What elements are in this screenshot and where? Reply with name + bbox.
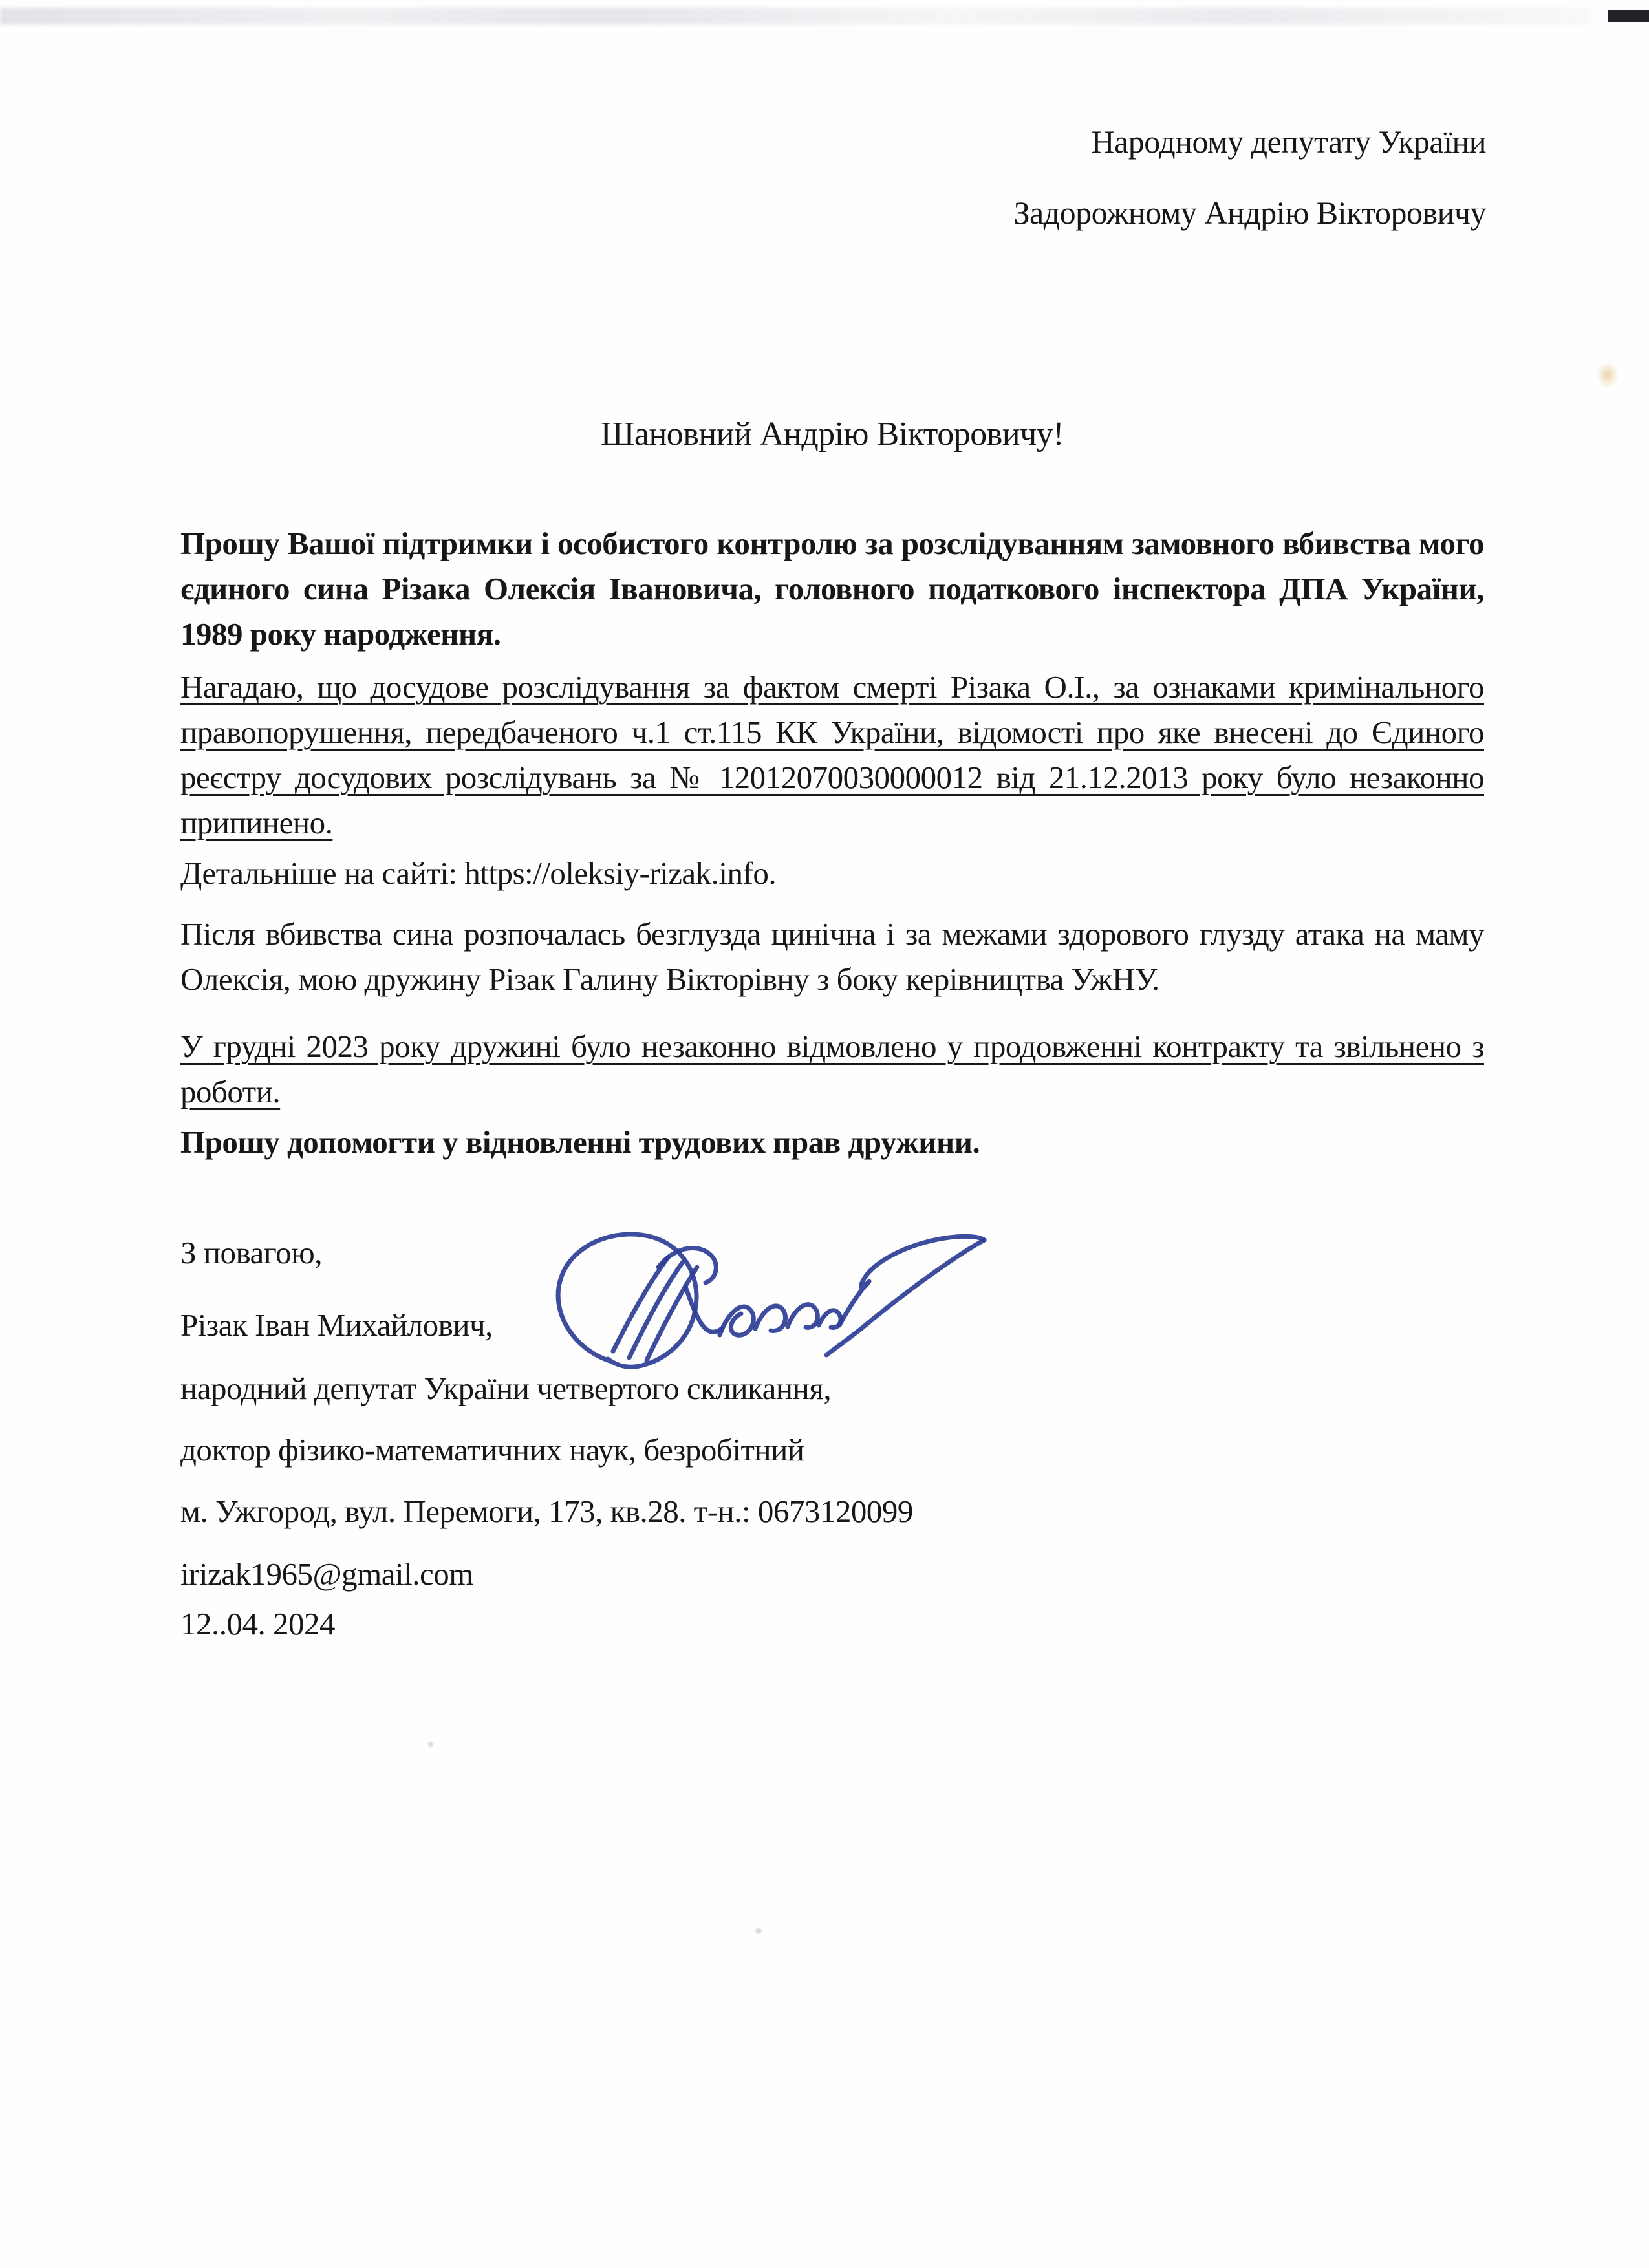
paragraph-case-reminder: Нагадаю, що досудове розслідування за фактом смерті Різака О.І., за ознаками кримінального правопорушення, передбаченого ч.1 ст.115 КК України, відомості про яке внесені до Єдиного реєстру досудових розслідувань за № 12012070030000012 від 21.12.2013 року було незаконно припинено. [180, 669, 1484, 840]
paragraph-attack-on-wife: Після вбивства сина розпочалась безглузда цинічна і за межами здорового глузду атака на маму Олексія, мою дружину Різак Галину Вікторівну з боку керівництва УжНУ. [180, 916, 1484, 997]
scan-smudge-band [0, 8, 1591, 25]
paragraph-contract-termination: У грудні 2023 року дружині було незаконно відмовлено у продовженні контракту та звільнено з роботи. [180, 1029, 1484, 1109]
scan-dust-speck [428, 1742, 433, 1747]
recipient-block [1013, 124, 1486, 230]
sender-email: irizak1965@gmail.com [180, 1556, 473, 1592]
letter-date: 12..04. 2024 [180, 1606, 335, 1642]
sender-role: народний депутат України четвертого скликання, [180, 1371, 832, 1406]
scan-stain-speck [1592, 357, 1623, 393]
sender-address-phone: м. Ужгород, вул. Перемоги, 173, кв.28. т-н.: 0673120099 [180, 1493, 913, 1529]
sender-name: Різак Іван Михайлович, [180, 1307, 493, 1343]
scan-dust-speck [755, 1928, 762, 1934]
scanner-black-bar-artifact [1608, 10, 1649, 22]
paragraph-help-request: Прошу допомогти у відновленні трудових прав дружини. [180, 1124, 980, 1160]
recipient-line-1: Народному депутату України [1091, 123, 1486, 160]
paragraph-support-request: Прошу Вашої підтримки і особистого контролю за розслідуванням замовного вбивства мого єдиного сина Різака Олексія Івановича, головного податкового інспектора ДПА України, 1989 року народження. [180, 526, 1484, 652]
website-reference-line: Детальніше на сайті: https://oleksiy-rizak.info. [180, 855, 777, 891]
sender-degree: доктор фізико-математичних наук, безробітний [180, 1432, 804, 1468]
recipient-line-2: Задорожному Андрію Вікторовичу [1013, 195, 1486, 231]
handwritten-signature [535, 1222, 1014, 1377]
salutation: Шановний Андрію Вікторовичу! [600, 416, 1064, 453]
signature-ink-strokes [535, 1222, 1014, 1377]
closing-regards: З повагою, [180, 1235, 322, 1270]
